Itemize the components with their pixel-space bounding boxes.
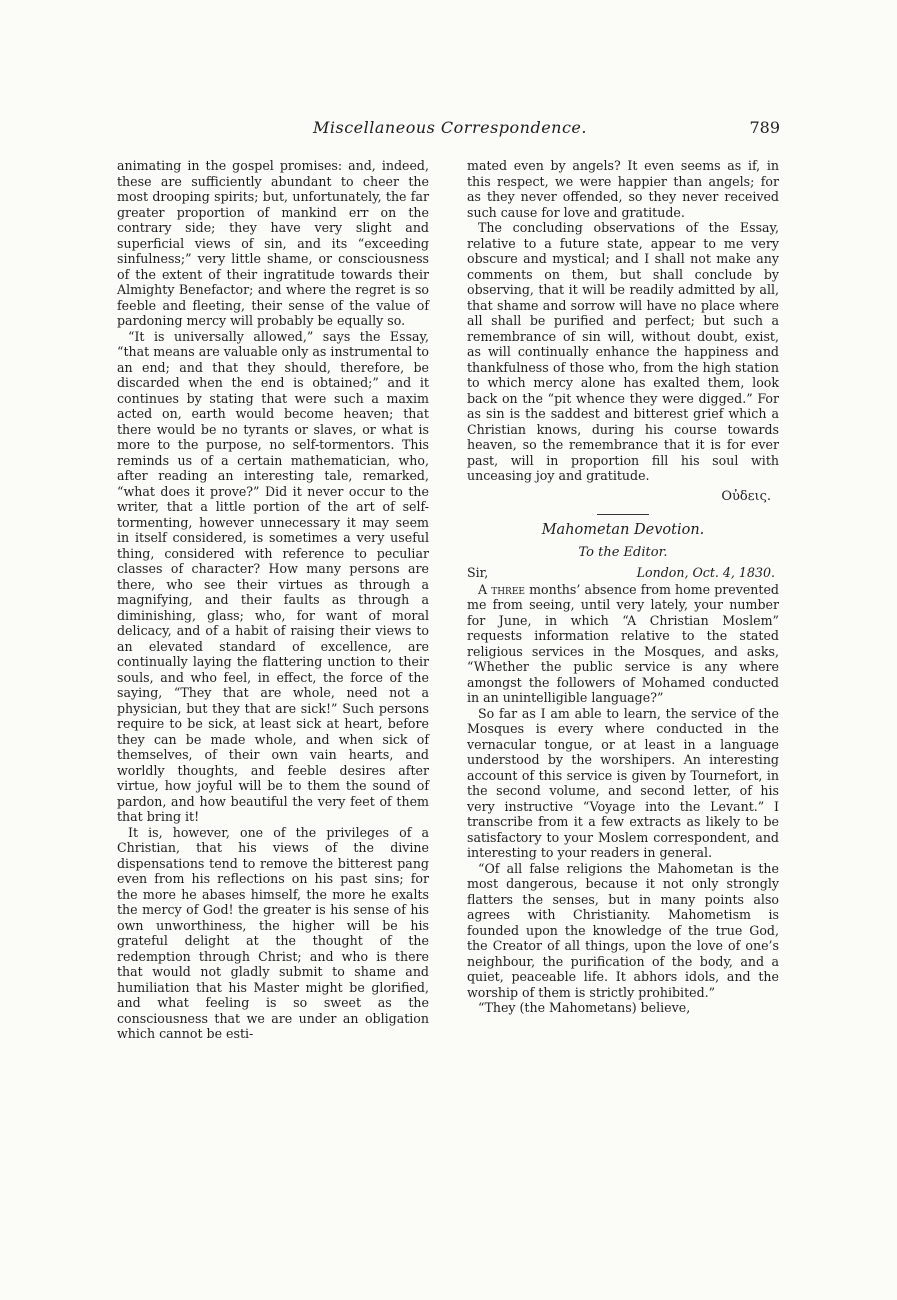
opening-words: A three xyxy=(478,581,525,597)
paragraph: So far as I am able to learn, the service of the Mosques is every where conducted in the vernacular tongue, or at least in a language understood by the worshipers. An interesting account of this service is given by Tournefort, in the second volume, and second letter, of his very instructive “Voyage into the Levant.” I transcribe from it a few extracts as likely to be satisfactory to your Moslem correspondent, and interesting to your readers in general. xyxy=(467,705,779,860)
page-number: 789 xyxy=(749,118,780,137)
addressee-line: To the Editor. xyxy=(578,544,668,560)
running-title: Miscellaneous Correspondence. xyxy=(313,118,587,137)
letter-dateline xyxy=(467,565,779,581)
section-title: Mahometan Devotion. xyxy=(541,522,705,538)
page-header xyxy=(120,118,780,144)
paragraph: It is, however, one of the privileges of a Christian, that his views of the divine dispensations tend to remove the bitterest pang even from his reflections on his past sins; for the more he abases himself, the more he exalts the mercy of God! the greater is his sense of his own unworthiness, the higher will be his grateful delight at the thought of the redemption through Christ; and who is there that would not gladly submit to shame and humiliation that his Master might be glorified, and what feeling is so sweet as the consciousness that we are under an obligation which cannot be esti- xyxy=(117,824,429,1041)
signature: Οὐδεις. xyxy=(721,488,771,504)
paragraph: The concluding observations of the Essay, relative to a future state, appear to me very obscure and mystical; and I shall not make any comments on them, but shall conclude by observing, that it will be readily admitted by all, that shame and sorrow will have no place where all shall be purified and perfect; but such a remembrance of sin will, without doubt, exist, as will continually enhance the happiness and thankfulness of those who, from the high station to which mercy alone has exalted them, look back on the “pit whence they were digged.” For as sin is the saddest and bitterest grief which a Christian knows, during his course towards heaven, so the remembrance that it is for ever past, will in proportion fill his soul with unceasing joy and gratitude. xyxy=(467,220,779,483)
paragraph-text: months’ absence from home prevented me from seeing, until very lately, your number for June, in which “A Christian Moslem” requests information relative to the stated religious services in the Mosques, and asks, “Whether the public service is any where amongst the followers of Mohamed conducted in an unintelligible language?” xyxy=(467,581,779,705)
paragraph: “They (the Mahometans) believe, xyxy=(478,1000,691,1015)
paragraph xyxy=(467,582,779,706)
paragraph: mated even by angels? It even seems as if, in this respect, we were happier than angels; for as they never offended, so they never received such cause for love and gratitude. xyxy=(467,158,779,220)
place-and-date: London, Oct. 4, 1830. xyxy=(636,565,775,580)
paragraph: animating in the gospel promises: and, indeed, these are sufficiently abundant to cheer the most drooping spirits; but, unfortunately, the far greater proportion of mankind err on the contrary side; they have very slight and superficial views of sin, and its “exceeding sinfulness;” very little shame, or consciousness of the extent of their ingratitude towards their Almighty Benefactor; and where the regret is so feeble and fleeting, their sense of the value of pardoning mercy will probably be equally so. xyxy=(117,158,429,328)
salutation: Sir, xyxy=(467,565,489,580)
section-divider xyxy=(597,514,649,515)
paragraph: “Of all false religions the Mahometan is the most dangerous, because it not only strongly flatters the senses, but in many points also agrees with Christianity. Mahometism is founded upon the knowledge of the true God, the Creator of all things, upon the love of one’s neighbour, the purification of the body, and a quiet, peaceable life. It abhors idols, and the worship of them is strictly prohibited.” xyxy=(467,860,779,1000)
paragraph: “It is universally allowed,” says the Essay, “that means are valuable only as instrumental to an end; and that they should, therefore, be discarded when the end is obtained;” and it continues by stating that were such a maxim acted on, earth would become heaven; that there would be no tyrants or slaves, or what is more to the purpose, no self-tormentors. This reminds us of a certain mathematician, who, after reading an interesting tale, remarked, “what does it prove?” Did it never occur to the writer, that a little portion of the art of self-tormenting, however unnecessary it may seem in itself considered, is sometimes a very useful thing, considered with reference to peculiar classes of character? How many persons are there, who see their virtues as through a magnifying, and their faults as through a diminishing, glass; who, for want of moral delicacy, and of a habit of raising their views to an elevated standard of excellence, are continually laying the flattering unction to their souls, and who feel, in effect, the force of the saying, “They that are whole, need not a physician, but they that are sick!” Such persons require to be sick, at least sick at heart, before they can be made whole, and when sick of themselves, of their own vain hearts, and worldly thoughts, and feeble desires after virtue, how joyful will be to them the sound of pardon, and how beautiful the very feet of them that bring it! xyxy=(117,328,429,824)
right-column xyxy=(467,158,779,1016)
left-column xyxy=(117,158,429,1042)
